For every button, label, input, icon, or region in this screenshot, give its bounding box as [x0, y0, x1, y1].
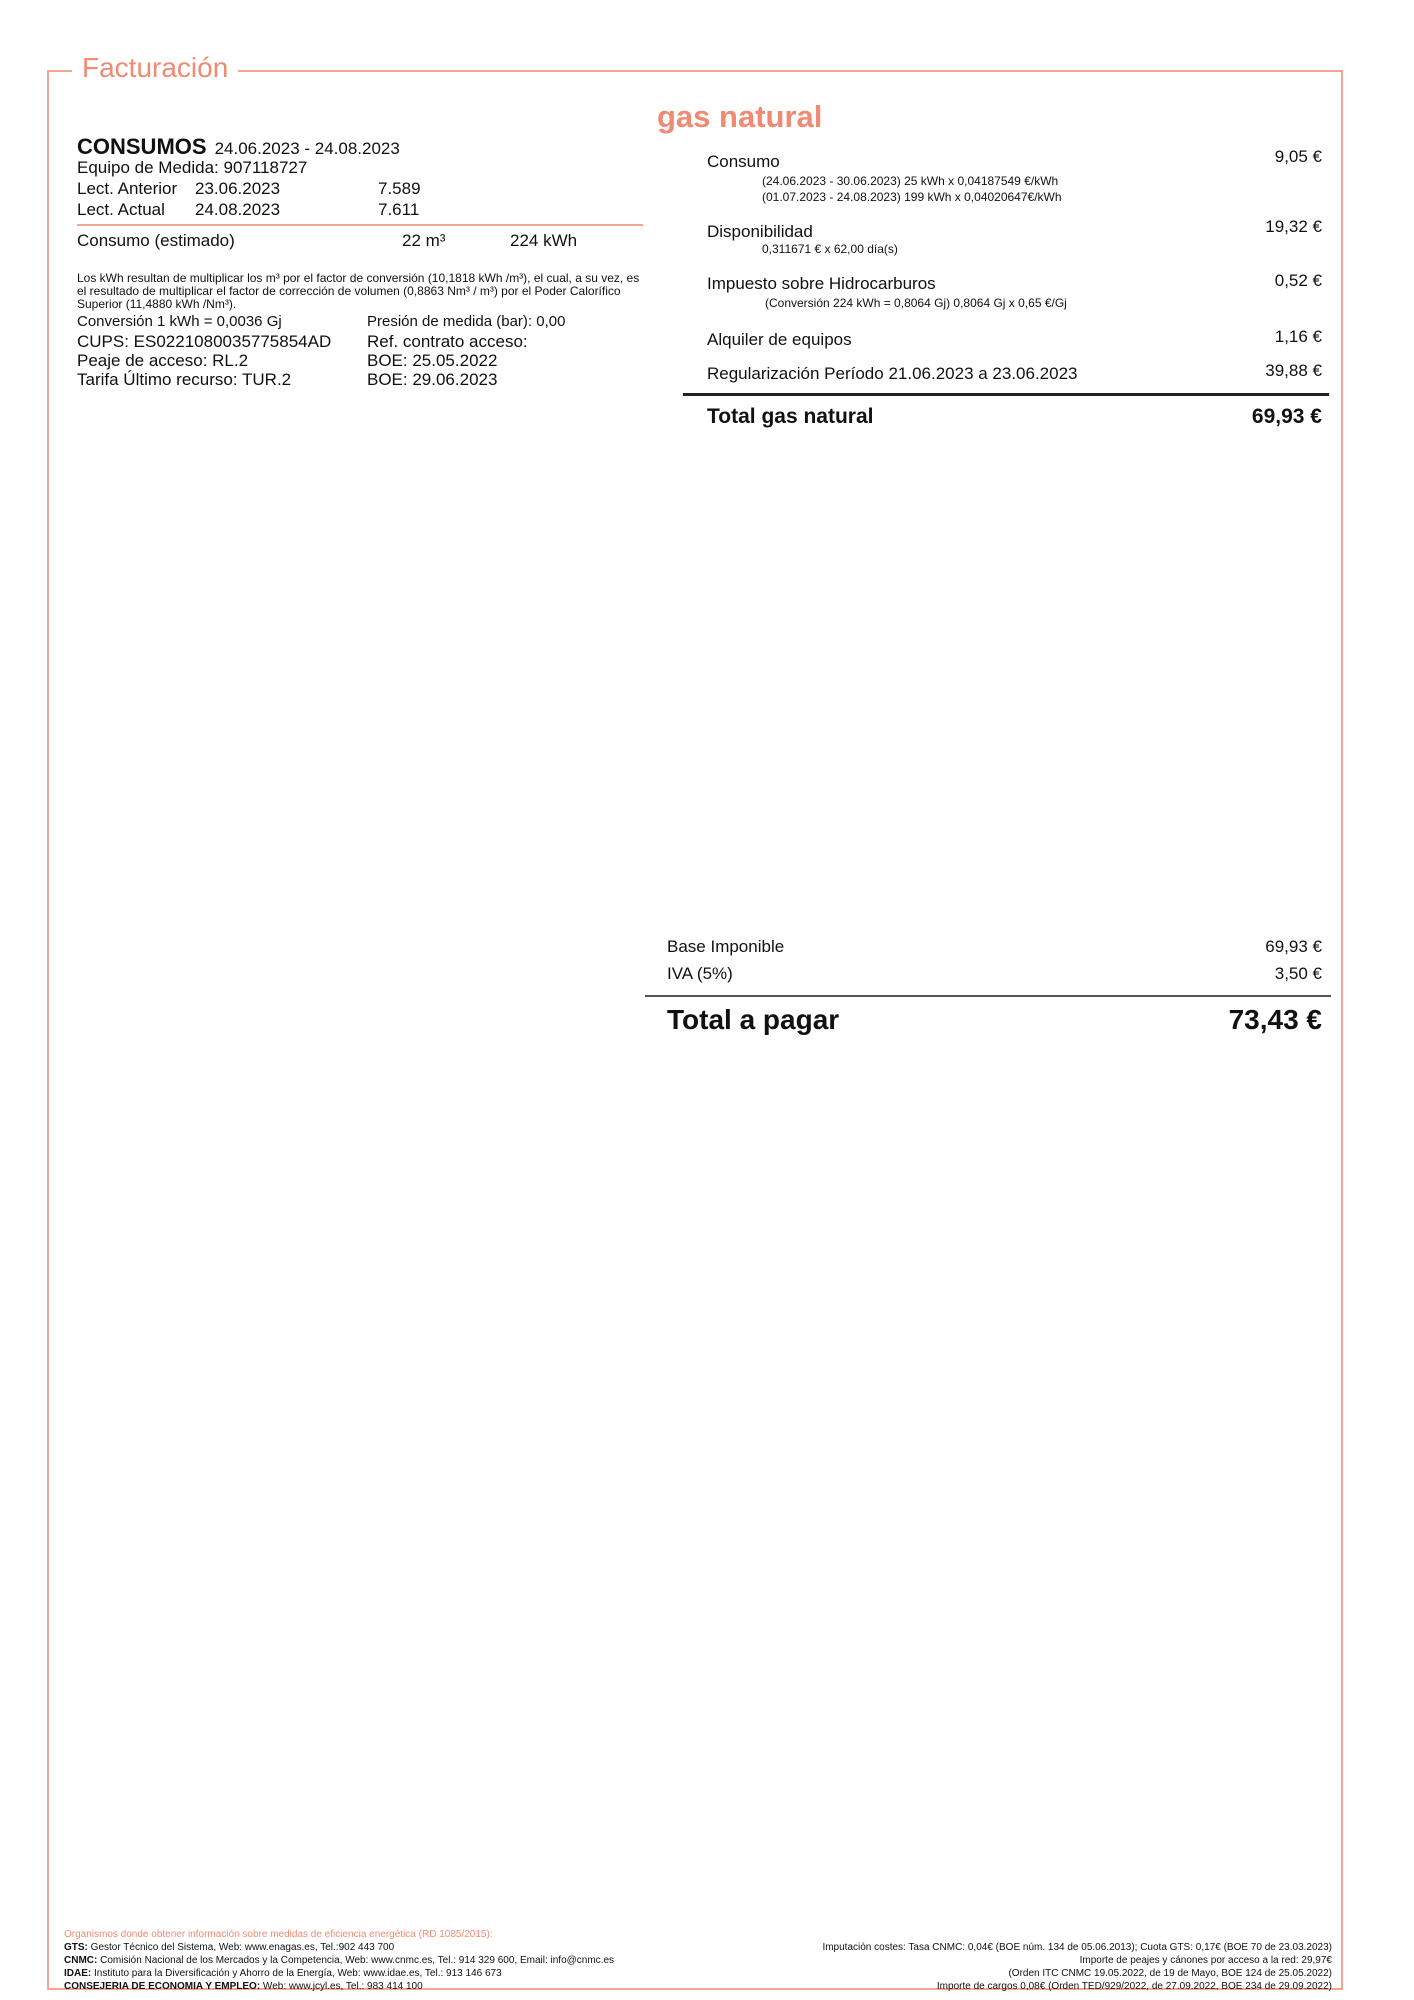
item-consumo-detail-2: (01.07.2023 - 24.08.2023) 199 kWh x 0,04020647€/kWh: [762, 190, 1062, 204]
footer-title: Organismos donde obtener información sobre medidas de eficiencia energética (RD 1085/2015):: [64, 1929, 493, 1940]
footer-line-consejeria-text: Web: www.jcyl.es, Tel.: 983 414 100: [260, 1981, 423, 1992]
pressure: Presión de medida (bar): 0,00: [367, 313, 566, 330]
curr-reading-value: 7.611: [378, 200, 420, 219]
footer-line-gts-text: Gestor Técnico del Sistema, Web: www.enagas.es, Tel.:902 443 700: [87, 1942, 395, 1953]
conversion-note: Los kWh resultan de multiplicar los m³ por el factor de conversión (10,1818 kWh /m³), el cual, a su vez, es el resultado de multiplicar el factor de corrección de volumen (0,8863 Nm³ / m³) por el Poder Calorífico Superior (11,4880 kWh /Nm³).: [77, 271, 640, 311]
consumos-title: CONSUMOS: [77, 134, 207, 159]
gas-total-divider: [683, 393, 1329, 396]
total-a-pagar-label: Total a pagar: [667, 1004, 840, 1035]
item-hidrocarburos-amount: 0,52 €: [1274, 271, 1322, 290]
meter-id: Equipo de Medida: 907118727: [77, 158, 308, 177]
item-alquiler-label: Alquiler de equipos: [707, 330, 852, 349]
prev-reading-label: Lect. Anterior: [77, 179, 178, 198]
consumos-period: 24.06.2023 - 24.08.2023: [214, 139, 400, 158]
section-title: Facturación: [72, 52, 238, 84]
conversion-factor: Conversión 1 kWh = 0,0036 Gj: [77, 313, 282, 330]
curr-reading-label: Lect. Actual: [77, 200, 165, 219]
gas-total-label: Total gas natural: [707, 405, 874, 428]
boe-tariff: BOE: 29.06.2023: [367, 370, 498, 389]
total-pay-divider: [645, 995, 1331, 997]
cups: CUPS: ES0221080035775854AD: [77, 332, 332, 351]
boe-toll: BOE: 25.05.2022: [367, 351, 498, 370]
footer-right-line-3: (Orden ITC CNMC 19.05.2022, de 19 de Mayo, BOE 124 de 25.05.2022): [1008, 1968, 1332, 1979]
estimated-kwh: 224 kWh: [510, 231, 578, 250]
item-disponibilidad-detail: 0,311671 € x 62,00 día(s): [762, 242, 898, 256]
prev-reading-date: 23.06.2023: [195, 179, 281, 198]
item-consumo-amount: 9,05 €: [1274, 147, 1322, 166]
iva-amount: 3,50 €: [1274, 964, 1322, 983]
item-alquiler-amount: 1,16 €: [1274, 327, 1322, 346]
access-toll: Peaje de acceso: RL.2: [77, 351, 249, 370]
item-consumo-detail-1: (24.06.2023 - 30.06.2023) 25 kWh x 0,04187549 €/kWh: [762, 174, 1059, 188]
consumos-divider: [77, 224, 643, 226]
base-imponible-amount: 69,93 €: [1265, 937, 1322, 956]
gas-total-amount: 69,93 €: [1251, 405, 1322, 428]
estimated-m3: 22 m³: [402, 231, 446, 250]
item-hidrocarburos-detail: (Conversión 224 kWh = 0,8064 Gj) 0,8064 Gj x 0,65 €/Gj: [765, 296, 1067, 310]
base-imponible-label: Base Imponible: [667, 937, 785, 956]
contract-ref: Ref. contrato acceso:: [367, 332, 528, 351]
footer-line-cnmc: [64, 1954, 614, 1967]
item-regularizacion-amount: 39,88 €: [1265, 361, 1322, 380]
item-consumo-label: Consumo: [707, 152, 780, 171]
footer-right-line-1: Imputación costes: Tasa CNMC: 0,04€ (BOE núm. 134 de 05.06.2013); Cuota GTS: 0,17€ (BOE 70 de 23.03.2023): [822, 1942, 1332, 1953]
item-hidrocarburos-label: Impuesto sobre Hidrocarburos: [707, 274, 936, 293]
iva-label: IVA (5%): [667, 964, 733, 983]
total-a-pagar-amount: 73,43 €: [1228, 1004, 1322, 1035]
footer-line-gts: [64, 1941, 394, 1954]
footer-right-line-4: Importe de cargos 0,08€ (Orden TED/929/2022, de 27.09.2022, BOE 234 de 29.09.2022): [936, 1981, 1332, 1992]
footer-line-consejeria: [64, 1980, 423, 1993]
footer-line-gts-bold: GTS:: [64, 1942, 88, 1953]
estimated-consumption-label: Consumo (estimado): [77, 231, 235, 250]
gas-natural-title: gas natural: [657, 99, 823, 134]
item-disponibilidad-label: Disponibilidad: [707, 222, 813, 241]
tariff: Tarifa Último recurso: TUR.2: [77, 370, 292, 389]
footer-line-idae-text: Instituto para la Diversificación y Ahorro de la Energía, Web: www.idae.es, Tel.: 913 146 673: [91, 1968, 502, 1979]
footer-line-cnmc-text: Comisión Nacional de los Mercados y la Competencia, Web: www.cnmc.es, Tel.: 914 329 600, Email: info@cnmc.es: [97, 1955, 615, 1966]
item-disponibilidad-amount: 19,32 €: [1265, 217, 1322, 236]
prev-reading-value: 7.589: [378, 179, 421, 198]
footer-line-consejeria-bold: CONSEJERIA DE ECONOMIA Y EMPLEO:: [64, 1981, 261, 1992]
curr-reading-date: 24.08.2023: [195, 200, 281, 219]
footer-line-idae-bold: IDAE:: [64, 1968, 92, 1979]
item-regularizacion-label: Regularización Período 21.06.2023 a 23.06.2023: [707, 364, 1078, 383]
consumos-heading: [77, 134, 400, 160]
footer-right-line-2: Importe de peajes y cánones por acceso a la red: 29,97€: [1079, 1955, 1332, 1966]
footer-line-cnmc-bold: CNMC:: [64, 1955, 98, 1966]
footer-line-idae: [64, 1967, 502, 1980]
